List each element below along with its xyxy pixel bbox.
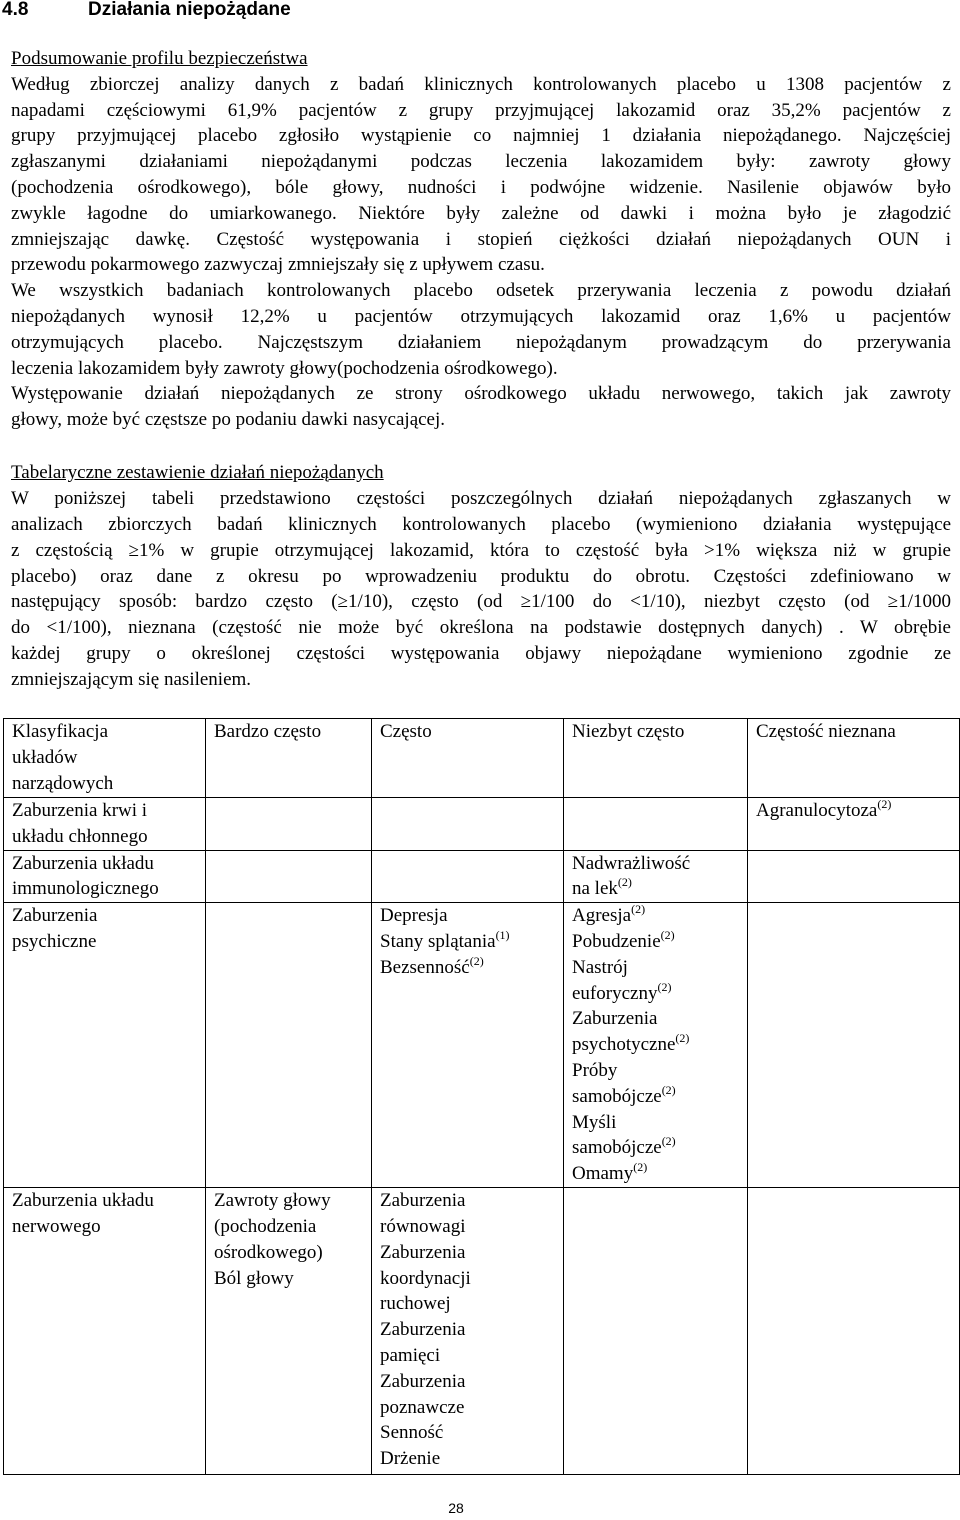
- reaction-item: Nastrój: [572, 956, 628, 978]
- safety-profile-body: [11, 72, 951, 433]
- reaction-item: ruchowej: [380, 1293, 451, 1315]
- soc-cell: Zaburzenia układu nerwowego: [4, 1188, 206, 1475]
- header-soc: Klasyfikacja układów narządowych: [4, 719, 206, 798]
- body-line: placebo) oraz dane z okresu po wprowadzeniu produktu do obrotu. Częstości zdefiniowano w: [11, 565, 951, 587]
- very-common-cell: [206, 1188, 372, 1475]
- body-line: zmniejszającym się nasileniem.: [11, 669, 252, 691]
- header-uncommon: Niezbyt często: [564, 719, 748, 798]
- body-line: (pochodzenia ośrodkowego), bóle głowy, nudności i podwójne widzenie. Nasilenie objawów było: [11, 176, 951, 198]
- body-line: We wszystkich badaniach kontrolowanych placebo odsetek przerywania leczenia z powodu działań: [11, 280, 951, 302]
- body-line: grupy przyjmującej placebo zgłosiło wystąpienie co najmniej 1 działania niepożądanego. Najczęściej: [11, 125, 951, 147]
- section-title: Działania niepożądane: [88, 0, 291, 20]
- tabular-summary-heading: Tabelaryczne zestawienie działań niepożądanych: [11, 462, 384, 483]
- body-line: niepożądanych wynosił 12,2% u pacjentów otrzymujących lakozamid oraz 1,6% u pacjentów: [11, 305, 951, 327]
- body-line: Według zbiorczej analizy danych z badań klinicznych kontrolowanych placebo u 1308 pacjentów z: [11, 73, 951, 95]
- reaction-item: euforyczny$^{(2)}$: [572, 979, 672, 1004]
- reaction-item: równowagi: [380, 1215, 466, 1237]
- empty-cell: [372, 850, 564, 903]
- empty-cell: [206, 850, 372, 903]
- reaction-item: poznawcze: [380, 1396, 465, 1418]
- reaction-item: samobójcze$^{(2)}$: [572, 1134, 676, 1159]
- empty-cell: [748, 850, 960, 903]
- reaction-item: Zaburzenia: [380, 1319, 466, 1341]
- empty-cell: [748, 903, 960, 1188]
- reaction-item: Stany splątania$^{(1)}$: [380, 927, 510, 952]
- body-line: Występowanie działań niepożądanych ze strony ośrodkowego układu nerwowego, takich jak zawroty: [11, 383, 951, 405]
- empty-cell: [564, 798, 748, 851]
- body-line: każdej grupy o określonej częstości występowania objawy niepożądane wymieniono zgodnie ze: [11, 643, 951, 665]
- header-very-common: Bardzo często: [206, 719, 372, 798]
- page-number: 28: [448, 1500, 464, 1516]
- empty-cell: [748, 1188, 960, 1475]
- table-row: [4, 903, 960, 1188]
- reaction-item: Agranulocytoza$^{(2)}$: [756, 797, 892, 821]
- soc-cell: Zaburzenia krwi i układu chłonnego: [4, 798, 206, 851]
- reaction-item: samobójcze$^{(2)}$: [572, 1082, 676, 1107]
- body-line: leczenia lakozamidem były zawroty głowy(pochodzenia ośrodkowego).: [11, 357, 558, 379]
- uncommon-cell: [564, 903, 748, 1188]
- body-line: głowy, może być częstsze po podaniu dawki nasycającej.: [11, 409, 446, 431]
- reaction-item: Senność: [380, 1422, 444, 1444]
- body-line: napadami częściowymi 61,9% pacjentów z grupy przyjmującej lakozamid oraz 35,2% pacjentów z: [11, 99, 951, 121]
- body-line: zwykle łagodne do umiarkowanego. Niektóre były zależne od dawki i można było je złagodzić: [11, 202, 951, 224]
- reaction-item: Bezsenność$^{(2)}$: [380, 953, 484, 978]
- section-heading: [0, 0, 291, 22]
- reaction-item: Nadwrażliwość: [572, 852, 691, 874]
- empty-cell: [564, 1188, 748, 1475]
- body-line: następujący sposób: bardzo często (≥1/10), często (od ≥1/100 do <1/10), niezbyt często (od ≥1/1000: [11, 591, 951, 613]
- safety-profile-heading: Podsumowanie profilu bezpieczeństwa: [11, 48, 308, 69]
- reaction-item: (pochodzenia: [214, 1215, 317, 1237]
- soc-cell: Zaburzenia układu immunologicznego: [4, 850, 206, 903]
- body-line: otrzymujących placebo. Najczęstszym działaniem niepożądanym prowadzącym do przerywania: [11, 331, 951, 353]
- soc-cell: Zaburzenia psychiczne: [4, 903, 206, 1188]
- reaction-item: Pobudzenie$^{(2)}$: [572, 927, 675, 952]
- body-line: z częstością ≥1% w grupie otrzymującej lakozamid, która to częstość była >1% większa niż w grupie: [11, 539, 951, 561]
- reaction-item: Myśli: [572, 1111, 617, 1133]
- reaction-item: Zaburzenia: [380, 1370, 466, 1392]
- header-common: Często: [372, 719, 564, 798]
- tabular-summary-section: [11, 460, 951, 693]
- reaction-item: Agresja$^{(2)}$: [572, 902, 646, 927]
- empty-cell: [206, 903, 372, 1188]
- reaction-item: Zaburzenia: [380, 1241, 466, 1263]
- reaction-item: na lek$^{(2)}$: [572, 875, 632, 900]
- table-row: [4, 1188, 960, 1475]
- safety-profile-section: [11, 46, 951, 433]
- reaction-item: koordynacji: [380, 1267, 471, 1289]
- tabular-summary-body: [11, 486, 951, 693]
- body-line: zmniejszając dawkę. Częstość występowania i stopień ciężkości działań niepożądanych OUN i: [11, 228, 951, 250]
- reaction-item: pamięci: [380, 1344, 441, 1366]
- reaction-item: Depresja: [380, 905, 448, 927]
- common-cell: [372, 903, 564, 1188]
- reaction-item: Drżenie: [380, 1448, 441, 1470]
- reaction-item: Ból głowy: [214, 1267, 294, 1289]
- reaction-item: Zaburzenia: [572, 1008, 658, 1030]
- unknown-cell: [748, 798, 960, 851]
- empty-cell: [206, 798, 372, 851]
- reaction-item: psychotyczne$^{(2)}$: [572, 1031, 690, 1056]
- table-header-row: [4, 719, 960, 798]
- adverse-reactions-table: [3, 718, 960, 1475]
- reaction-item: Omamy$^{(2)}$: [572, 1160, 648, 1185]
- reaction-item: Zaburzenia: [380, 1190, 466, 1212]
- body-line: do <1/100), nieznana (częstość nie może być określona na podstawie dostępnych danych) . W obrębie: [11, 617, 951, 639]
- table-row: [4, 850, 960, 903]
- body-line: przewodu pokarmowego zazwyczaj zmniejszały się z upływem czasu.: [11, 254, 545, 276]
- reaction-item: ośrodkowego): [214, 1241, 323, 1263]
- reaction-item: Zawroty głowy: [214, 1190, 331, 1212]
- common-cell: [372, 1188, 564, 1475]
- body-line: W poniższej tabeli przedstawiono częstości poszczególnych działań niepożądanych zgłaszanych w: [11, 487, 951, 509]
- table-row: [4, 798, 960, 851]
- body-line: analizach zbiorczych badań klinicznych kontrolowanych placebo (wymieniono działania występujące: [11, 513, 951, 535]
- header-unknown: Częstość nieznana: [748, 719, 960, 798]
- empty-cell: [372, 798, 564, 851]
- reaction-item: Próby: [572, 1059, 618, 1081]
- body-line: zgłaszanymi działaniami niepożądanymi podczas leczenia lakozamidem były: zawroty głowy: [11, 151, 951, 173]
- section-number: 4.8: [2, 0, 29, 20]
- uncommon-cell: [564, 850, 748, 903]
